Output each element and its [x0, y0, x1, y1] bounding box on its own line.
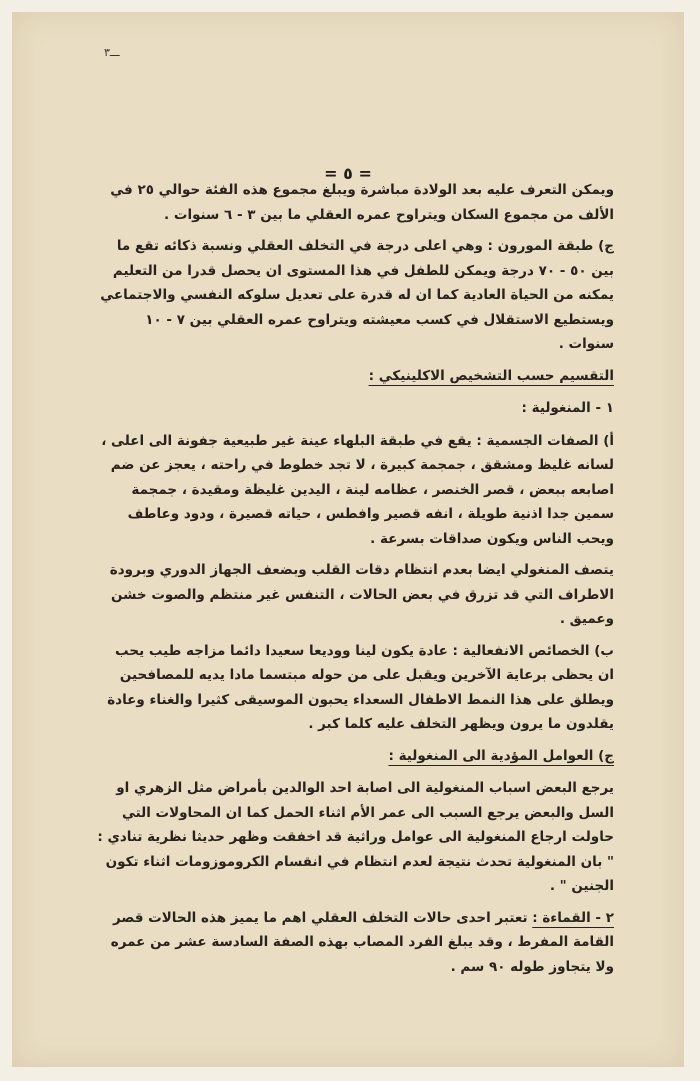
corner-mark: ـــ٣	[104, 46, 120, 59]
dwarfism-text: تعتبر احدى حالات التخلف العقلي اهم ما يميز هذه الحالات قصر القامة المفرط ، وقد يبلغ الفرد المصاب بهذه الصفة السادسة عشر من عمره ولا يتجاوز طوله ٩٠ سم .	[110, 909, 614, 975]
dwarfism-paragraph	[96, 906, 614, 980]
causes-paragraph: يرجع البعض اسباب المنغولية الى اصابة احد الوالدين بأمراض مثل الزهري او السل والبعض يرجع السبب الى عمر الأم اثناء الحمل كما ان المحاولات التي حاولت ارجاع المنغولية الى عوامل وراثية قد اخفقت وظهر حديثا نظرية تنادي : " بان المنغولية تحدث نتيجة لعدم انتظام في انقسام الكروموزومات اثناء تكون الجنين " .	[97, 780, 614, 894]
clinical-heading: التقسيم حسب التشخيص الاكلينيكي :	[368, 367, 614, 384]
emotional-traits-paragraph: ب) الخصائص الانفعالية : عادة يكون لينا ووديعا سعيدا دائما مزاجه طيب يحب ان يحظى برعاية الآخرين ويقبل على من حوله مبتسما مادا يديه للمصافحين ويطلق على هذا النمط الاطفال السعداء يحبون الموسيقى كثيرا والغناء وعادة يقلدون ما يرون ويظهر التخلف عليه كلما كبر .	[107, 642, 614, 732]
dwarfism-heading: ٢ - القماءة :	[532, 909, 614, 926]
physical-traits-paragraph: أ) الصفات الجسمية : يقع في طبقة البلهاء عينة غير طبيعية جفونة الى اعلى ، لسانه غليظ ومشقق ، جمجمة كبيرة ، لا تجد خطوط في راحته ، يعجز عن ضم اصابعه ببعض ، قصر الخنصر ، عظامه لينة ، اليدين غليظة ومقيدة ، جمجمة سمين جدا اذنية طويلة ، انفه قصير وافطس ، حياته قصيرة ، ودود وعاطف ويحب الناس ويكون صداقات بسرعة .	[101, 432, 614, 547]
page-number: = ٥ =	[324, 164, 372, 183]
heart-paragraph: يتصف المنغولي ايضا بعدم انتظام دقات القلب وبضعف الجهاز الدوري وبرودة الاطراف التي قد تزرق في بعض الحالات ، التنفس غير منتظم والصوت خشن وعميق .	[109, 562, 614, 627]
intro-paragraph: ويمكن التعرف عليه بعد الولادة مباشرة ويبلغ مجموع هذه الفئة حوالي ٢٥ في الألف من مجموع السكان ويتراوح عمره العقلي ما بين ٣ - ٦ سنوات .	[110, 182, 614, 223]
causes-heading: ج) العوامل المؤدية الى المنغولية :	[388, 747, 614, 764]
document-body	[96, 178, 614, 986]
mongolism-heading: ١ - المنغولية :	[521, 400, 614, 416]
moron-paragraph: ج) طبقة المورون : وهي اعلى درجة في التخلف العقلي ونسبة ذكائه تقع ما بين ٥٠ - ٧٠ درجة ويمكن للطفل في هذا المستوى ان يحصل قدرا من التعليم يمكنه من الحياة العادية كما ان له قدرة على تعديل سلوكه النفسي والاجتماعي ويستطيع الاستقلال في كسب معيشته ويتراوح عمره العقلي بين ٧ - ١٠ سنوات .	[100, 238, 614, 352]
